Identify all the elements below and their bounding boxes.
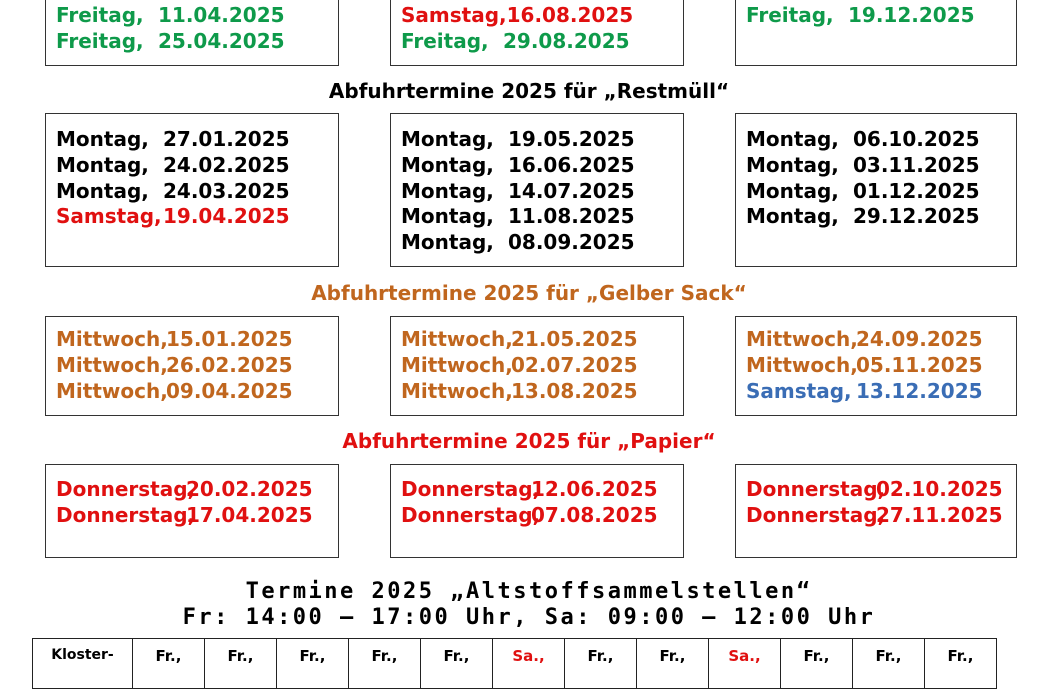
date-value: 19.12.2025 bbox=[848, 3, 975, 27]
table-header-cell: Sa., bbox=[709, 639, 781, 689]
table-header-cell: Sa., bbox=[493, 639, 565, 689]
bio-box-1-lines bbox=[56, 0, 338, 55]
weekday-label: Montag, bbox=[401, 230, 494, 255]
weekday-label: Donnerstag, bbox=[746, 477, 886, 501]
papier-box-2 bbox=[390, 464, 684, 558]
date-line bbox=[401, 379, 683, 405]
altstoff-title: Termine 2025 „Altstoffsammelstellen“ bbox=[245, 579, 813, 604]
weekday-label: Montag, bbox=[401, 152, 494, 177]
weekday-label: Mittwoch, bbox=[746, 327, 858, 351]
table-header-cell: Fr., bbox=[133, 639, 205, 689]
table-header-cell: Fr., bbox=[421, 639, 493, 689]
restmuell-box-3-lines bbox=[746, 114, 1016, 230]
papier-box-3 bbox=[735, 464, 1017, 558]
papier-heading: Abfuhrtermine 2025 für „Papier“ bbox=[342, 429, 716, 453]
date-line bbox=[56, 379, 338, 405]
date-line bbox=[56, 179, 338, 205]
bio-box-2 bbox=[390, 0, 684, 66]
date-line bbox=[401, 3, 683, 29]
date-line bbox=[401, 179, 683, 205]
date-value: 20.02.2025 bbox=[186, 477, 313, 501]
date-value: 09.04.2025 bbox=[166, 378, 293, 403]
restmuell-heading: Abfuhrtermine 2025 für „Restmüll“ bbox=[328, 79, 730, 103]
weekday-label: Mittwoch, bbox=[401, 352, 513, 377]
date-value: 03.11.2025 bbox=[853, 152, 980, 177]
table-header-cell: Fr., bbox=[853, 639, 925, 689]
date-line bbox=[746, 179, 1016, 205]
table-header-cell: Fr., bbox=[565, 639, 637, 689]
weekday-label: Donnerstag, bbox=[746, 502, 886, 527]
table-header-cell: Fr., bbox=[277, 639, 349, 689]
date-value: 27.11.2025 bbox=[876, 502, 1003, 527]
gelber-sack-heading: Abfuhrtermine 2025 für „Gelber Sack“ bbox=[311, 281, 747, 305]
table-header-cell: Fr., bbox=[781, 639, 853, 689]
bio-box-3-lines bbox=[746, 0, 1016, 29]
date-line bbox=[401, 230, 683, 256]
weekday-label: Donnerstag, bbox=[56, 477, 196, 501]
date-line bbox=[56, 353, 338, 379]
weekday-label: Mittwoch, bbox=[401, 327, 513, 351]
weekday-label: Montag, bbox=[56, 127, 149, 151]
date-value: 11.08.2025 bbox=[508, 204, 635, 229]
gelber-sack-box-3-lines bbox=[746, 317, 1016, 404]
date-value: 17.04.2025 bbox=[186, 502, 313, 527]
date-value: 12.06.2025 bbox=[531, 477, 658, 501]
gelber-sack-box-1 bbox=[45, 316, 339, 416]
gelber-sack-box-2 bbox=[390, 316, 684, 416]
gelber-sack-box-2-lines bbox=[401, 317, 683, 404]
date-line bbox=[746, 153, 1016, 179]
date-value: 13.12.2025 bbox=[856, 378, 983, 403]
restmuell-box-2 bbox=[390, 113, 684, 267]
date-line bbox=[401, 327, 683, 353]
weekday-label: Montag, bbox=[401, 127, 494, 151]
weekday-label: Samstag, bbox=[56, 204, 162, 229]
altstoff-table bbox=[32, 638, 997, 689]
date-value: 29.08.2025 bbox=[503, 28, 630, 53]
date-line bbox=[56, 327, 338, 353]
weekday-label: Mittwoch, bbox=[56, 352, 168, 377]
weekday-label: Montag, bbox=[746, 178, 839, 203]
date-line bbox=[56, 153, 338, 179]
weekday-label: Mittwoch, bbox=[401, 378, 513, 403]
date-value: 06.10.2025 bbox=[853, 127, 980, 151]
weekday-label: Montag, bbox=[56, 152, 149, 177]
weekday-label: Freitag, bbox=[746, 3, 834, 27]
weekday-label: Mittwoch, bbox=[56, 327, 168, 351]
date-value: 02.07.2025 bbox=[511, 352, 638, 377]
date-line bbox=[56, 477, 338, 503]
date-line bbox=[746, 127, 1016, 153]
table-header-cell: Kloster- bbox=[33, 639, 133, 689]
date-line bbox=[56, 3, 338, 29]
weekday-label: Montag, bbox=[746, 127, 839, 151]
date-value: 16.08.2025 bbox=[506, 3, 634, 27]
weekday-label: Donnerstag, bbox=[401, 502, 541, 527]
restmuell-box-1 bbox=[45, 113, 339, 267]
date-value: 16.06.2025 bbox=[508, 152, 635, 177]
weekday-label: Montag, bbox=[401, 178, 494, 203]
table-header-cell: Fr., bbox=[349, 639, 421, 689]
date-value: 15.01.2025 bbox=[166, 327, 293, 351]
date-value: 02.10.2025 bbox=[876, 477, 1003, 501]
date-line bbox=[746, 353, 1016, 379]
date-line bbox=[746, 3, 1016, 29]
weekday-label: Freitag, bbox=[56, 3, 144, 27]
table-header-cell: Fr., bbox=[637, 639, 709, 689]
date-value: 13.08.2025 bbox=[511, 378, 638, 403]
date-value: 24.02.2025 bbox=[163, 152, 290, 177]
papier-box-1-lines bbox=[56, 465, 338, 529]
weekday-label: Freitag, bbox=[401, 28, 489, 53]
date-value: 29.12.2025 bbox=[853, 204, 980, 229]
date-line bbox=[56, 503, 338, 529]
table-header-cell: Fr., bbox=[925, 639, 997, 689]
weekday-label: Mittwoch, bbox=[746, 352, 858, 377]
date-value: 25.04.2025 bbox=[158, 28, 285, 53]
date-value: 24.03.2025 bbox=[163, 178, 290, 203]
papier-box-3-lines bbox=[746, 465, 1016, 529]
date-line bbox=[746, 204, 1016, 230]
date-value: 26.02.2025 bbox=[166, 352, 293, 377]
date-line bbox=[401, 29, 683, 55]
date-value: 05.11.2025 bbox=[856, 352, 983, 377]
date-line bbox=[56, 29, 338, 55]
date-line bbox=[746, 327, 1016, 353]
altstoff-hours: Fr: 14:00 – 17:00 Uhr, Sa: 09:00 – 12:00 Uhr bbox=[182, 605, 876, 630]
weekday-label: Donnerstag, bbox=[401, 477, 541, 501]
restmuell-box-3 bbox=[735, 113, 1017, 267]
weekday-label: Montag, bbox=[746, 152, 839, 177]
date-value: 21.05.2025 bbox=[511, 327, 638, 351]
weekday-label: Samstag, bbox=[401, 3, 507, 27]
bio-box-1 bbox=[45, 0, 339, 66]
weekday-label: Montag, bbox=[401, 204, 494, 229]
date-line bbox=[401, 204, 683, 230]
weekday-label: Samstag, bbox=[746, 378, 852, 403]
date-line bbox=[401, 503, 683, 529]
altstoff-table-header-row bbox=[33, 639, 997, 689]
date-line bbox=[401, 477, 683, 503]
date-value: 11.04.2025 bbox=[158, 3, 285, 27]
restmuell-box-2-lines bbox=[401, 114, 683, 256]
weekday-label: Montag, bbox=[746, 204, 839, 229]
restmuell-box-1-lines bbox=[56, 114, 338, 230]
gelber-sack-box-3 bbox=[735, 316, 1017, 416]
date-line bbox=[746, 477, 1016, 503]
date-value: 08.09.2025 bbox=[508, 230, 635, 255]
weekday-label: Freitag, bbox=[56, 28, 144, 53]
date-value: 07.08.2025 bbox=[531, 502, 658, 527]
papier-box-1 bbox=[45, 464, 339, 558]
date-value: 19.05.2025 bbox=[508, 127, 635, 151]
date-line bbox=[401, 127, 683, 153]
bio-box-2-lines bbox=[401, 0, 683, 55]
date-line bbox=[56, 127, 338, 153]
date-value: 01.12.2025 bbox=[853, 178, 980, 203]
date-value: 24.09.2025 bbox=[856, 327, 983, 351]
date-line bbox=[401, 153, 683, 179]
date-line bbox=[401, 353, 683, 379]
date-line bbox=[746, 379, 1016, 405]
date-line bbox=[56, 204, 338, 230]
papier-box-2-lines bbox=[401, 465, 683, 529]
date-value: 14.07.2025 bbox=[508, 178, 635, 203]
weekday-label: Montag, bbox=[56, 178, 149, 203]
bio-box-3 bbox=[735, 0, 1017, 66]
date-value: 27.01.2025 bbox=[163, 127, 290, 151]
weekday-label: Mittwoch, bbox=[56, 378, 168, 403]
weekday-label: Donnerstag, bbox=[56, 502, 196, 527]
gelber-sack-box-1-lines bbox=[56, 317, 338, 404]
date-line bbox=[746, 503, 1016, 529]
table-header-cell: Fr., bbox=[205, 639, 277, 689]
date-value: 19.04.2025 bbox=[163, 204, 290, 229]
